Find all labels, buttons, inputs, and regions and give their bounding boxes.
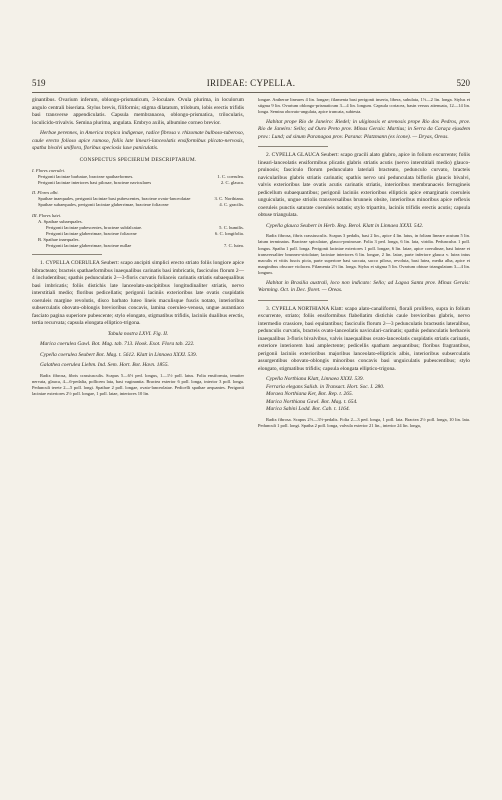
section-divider [258, 300, 328, 301]
species-1-habitat: Habitat prope Rio de Janeiro: Riedel; in uliginosis et arenosis prope Rio dos Pedros, prov. Rio de Janeiro: Sello; ad Ouro Preto prov. Minas Gerais: Martius; in Serra da Caraça ejusdem prov.: Lund; ad sinum Paranagoa prov. Parana: Platzmann (ex icone). — Dryas, Oreas. [258, 118, 470, 140]
left-column [32, 97, 244, 400]
synonym-line: Cypella Northiana Klatt, Linnaea XXXI. 539. [266, 376, 364, 383]
key-entry-species: 7. C. lutea. [223, 243, 244, 249]
key-entry-species: 2. C. glauca. [220, 180, 244, 186]
key-entry-text: Perigonii laciniae glaberrimae, bracteae nullae [46, 243, 132, 249]
key-entry [32, 202, 244, 208]
right-column [258, 97, 470, 432]
synonym-line: Marica coerulea Gawl. Bot. Mag. tab. 713. Hook. Exot. Flora tab. 222. [40, 341, 195, 348]
key-entry-text: Spathae subaequales, perigonii laciniae glaberrimae, bracteae foliaceae [38, 202, 169, 208]
genus-habit-paragraph: Herbae perennes, in America tropica indigenae, radice fibrosa v. rhizomate bulboso-tuberoso, caule erecto folioso apice ramoso, foliis late lineari-lanceolatis ensiformibus plicato-nervosis, spatha bivalvi uniflora, floribus speciosis luxe paniculatis. [32, 130, 244, 151]
synonym-line: Marica Northiana Gawl. Bot. Mag. t. 654. [266, 398, 358, 405]
key-entry-species: 3. C. Northiana. [214, 196, 244, 202]
key-entry-text: Perigonii laciniae barbatae, bracteae spathaeformes. [38, 174, 134, 180]
synonym-line: Galathea coerulea Liebm. Ind. Sem. Hort. Bot. Havn. 1855. [40, 362, 169, 369]
species-1-measurements: Radix fibrosa, fibris crassiusculis. Scapus 5—6½ ped. longus, 1—1½ poll. latus. Folia ensiformia, tenuiter nervata, glauca, 4—6-pedalia, pollicem lata, basi vaginantia. Bractea exterior 6 poll. longa, interior 3 poll. longa. Pedunculi terete 2—5 poll. longi. Spathae 2 poll. longae, ovato-lanceolatae. Pedicelli spathae aequantes. Perigonii laciniae exteriores 2½ poll. longae, 1 poll. latae, interiores 10 lin. [32, 372, 244, 397]
section-divider [32, 254, 102, 255]
key-entry-text: Perigonii laciniae glaberrimae, bracteae foliaceae [46, 230, 137, 236]
plate-reference: Tabula nostra LXVI. Fig. II. [107, 330, 169, 337]
key-entry-species: 6. C. longifolia. [215, 230, 244, 236]
synonym-line: Cypella glauca Seubert in Herb. Reg. Berol. Klatt in Linnaea XXXI. 542. [266, 222, 424, 229]
species-3-measurements: Radix fibrosa. Scapus 2½—3½-pedalis. Folia 2—3 ped. longa, 1 poll. lata. Bractea 2½ poll. longa, 10 lin. lata. Pedunculi 1 poll. longi. Spatha 2 poll. longa, valvula exterior 21 lin., interior 24 lin. longa, [258, 416, 470, 428]
synonym-line: Moraea Northiana Ker, Bot. Rep. t. 265. [266, 391, 353, 398]
key-entry-species: 4. C. gracilis. [219, 202, 244, 208]
key-entry [32, 180, 244, 186]
key-entry-text: Perigonii laciniae interiores basi pilosae, bracteae naviculares [38, 180, 152, 186]
header-rule [32, 92, 470, 93]
species-2-description: 2. CYPELLA GLAUCA Seubert: scapo gracili alato glabro, apice in folium excurrente; foliis lineari-lanceolatis ensiformibus plicatis glabris striatis acutis (nervo interstitiali medio) glauco-pruinosis; fasciculo florum pedunculato lateriali bracteato, pedunculo curvato, bracteis navicularibus glabris striatis carinatis; spathis nervo uni pedunculata bifloriis glaucis bivalvi, valvis exterioribus late ovatis acutis carinatis striatis, interioribus membranaceis ferrugineis pedicellum subaequantibus; perigonii laciniis exterioribus ellipticis apice emarginatis coeruleis unguiculatis, ungue striolis transversalibus brunneis obsite, interioribus minoribus apice reflexis coeruleis punctis saturate coeruleis notatis; stylo tripartito, laciniis trifidis erectis acutis; capsula obtuse triangulata. [258, 152, 470, 219]
key-group-iii: III. Flores lutei. [32, 212, 62, 218]
running-header [32, 78, 470, 90]
species-2-measurements: Radix fibrosa, fibris crassiusculis. Scapus 3 pedalis, basi 2 lin., apice 4 lin. latus, in foliam lineare acutum 5 lin. latum terminatus. Bracteae spiculatae, glauco-pruinosae. Folia 3 ped. longa, 6 lin. lata, viridia. Pedunculus 1 poll. longus. Spatha 1 poll. longa. Perigonii laciniae exteriores 1 poll. longae, 6 lin. latae, apice coerulinae, basi luteae et transversaliter brunneo-striolatae; laciniae interiores 6 lin. longae, 2 lin. latae, parte inferiore glauca v. lutea intus maculis et vittis fuscis picta, parte superiore basi saccata, sacco piloso, revoluta, basi lutea, media alba, apice et marginibus obscure violacea. Filamenta 2½ lin. longa. Stylus et stigma 5 lin. Ovarium obtuse triangulatum 3—4 lin. longum. [258, 233, 470, 276]
genus-description-end: ginantibus. Ovarium inferum, oblongo-prismaticum, 3-loculare. Ovula plurima, in loculorum angulo centrali biseriata. Stylus brevis, filiformis; stigma dilatatum, trilobum, lobis erectis trifidis basi transverse appendiculatis. Capsula membranacea, oblongo-prismatica, trilocularis, loculicido-trivalvis. Semina plurima, angulata. Embryo axilis, albumine corneo brevior. [32, 97, 244, 126]
synonym-line: Marica Sabini Lodd. Bot. Cab. t. 1164. [266, 406, 350, 413]
page-number-right: 520 [456, 78, 470, 88]
page-number-left: 519 [32, 78, 46, 88]
synonym-line: Ferraria elegans Salisb. in Transact. Hort. Soc. I. 280. [266, 383, 385, 390]
key-entry-species: 5. C. humilis. [219, 224, 244, 230]
conspectus-title: CONSPECTUS SPECIERUM DESCRIPTARUM. [79, 156, 197, 163]
species-1-measurements-cont: longae. Antherae lineares 4 lin. longae; filamenta basi perigonii inserta, libera, subulata, 1½—2 lin. longa. Stylus et stigma 9 lin. Ovarium oblongo-prismaticum 3—4 lin. longum. Capsula coriacea, basin versus attenuata, 12—14 lin. longa. Semina obovato-angulata, apice truncata, subtesta. [258, 97, 470, 115]
species-2-habitat: Habitat in Brasilia australi, loco non indicato: Sello; ad Lagoa Santa prov. Minas Gerais: Warming. Oct. in Dec. floret. — Oreas. [258, 279, 470, 294]
key-subgroup-b: B. Spathae inaequales. [38, 236, 80, 242]
species-3-description: 3. CYPELLA NORTHIANA Klatt: scapo alato-canaliformi, florali prolifero, supra in folium excurrente, striato; foliis ensiformibus flabellatim distichis caule brevioribus glabris, nervo intermedio crassiore, basi equitantibus; fasciculis florum 2—3 pedunculatis bracteatis lateralibus, pedunculis curvatis, bracteis ovato-lanceolatis naviculari-carinatis; spathis pedunculatis herbaceis inaequalibus 3-floris bivalvibus, valvis inaequalibus ovato-lanceolatis cuspidatis striatis carinatis, exteriore interiorem basi amplectente; pedicellis spatham aequantibus; floribus fragrantibus, perigonii laciniis exterioribus majoribus lanceolato-ellipticis albis, interioribus subserculatis assurgentibus obovato-oblongis minoribus concavis basi unguiculatis pubescentibus; stylo elongato, stigmatibus trifidis; capsula elongata elliptico-trigona. [258, 305, 470, 372]
section-divider [258, 146, 328, 147]
key-subgroup-a: A. Spathae subaequales. [38, 218, 83, 224]
synonym-line: Cypella coerulea Seubert Bot. Mag. t. 5612. Klatt in Linnaea XXXI. 539. [40, 351, 198, 358]
key-entry-species: 1. C. coerulea. [217, 174, 244, 180]
key-group-ii: II. Flores albi. [32, 190, 59, 196]
running-title: IRIDEAE: CYPELLA. [206, 78, 296, 88]
species-1-description: 1. CYPELLA COERULEA Seubert: scapo ancipiti simplici erecto striato foliis longiore apice bibracteato; bracteis spathaeformibus inaequalibus carinatis basi imbricatis, fasciculos florum 2—4 includentibus; spathis pedunculatis 2—3-floris curvatis foliaceis carinatis striatis subaequalibus basi imbricatis; foliis distichis late lanceolato-ancipitibus longitudinaliter striatis, nervo interstitiali medio; floribus pedicellatis; perigonii laciniis exterioribus late ovatis cuspidatis coeruleis margine revolutis, disco barbato luteo lineis maculisque fuscis notato, interioribus subserculatis obovato-oblongis brevioribus concavis, lamina coeruleo-venosa, ungue aurantiaco fasciato pagina superiore pubescente; stylo elongato, stigmatibus trifidis, laciniis dualibus erectis, tertia recurvata; capsula elongata elliptico-trigona. [32, 260, 244, 327]
key-entry-text: Spathae inaequales, perigonii laciniae basi pubescentes, bracteae ovato-lanceolatae [38, 196, 191, 202]
key-entry [32, 243, 244, 249]
key-group-i: I. Flores coerulei. [32, 168, 65, 173]
key-entry-text: Perigonii laciniae pubescentes, bracteae subfalcatae. [46, 224, 143, 230]
species-key [32, 168, 244, 249]
